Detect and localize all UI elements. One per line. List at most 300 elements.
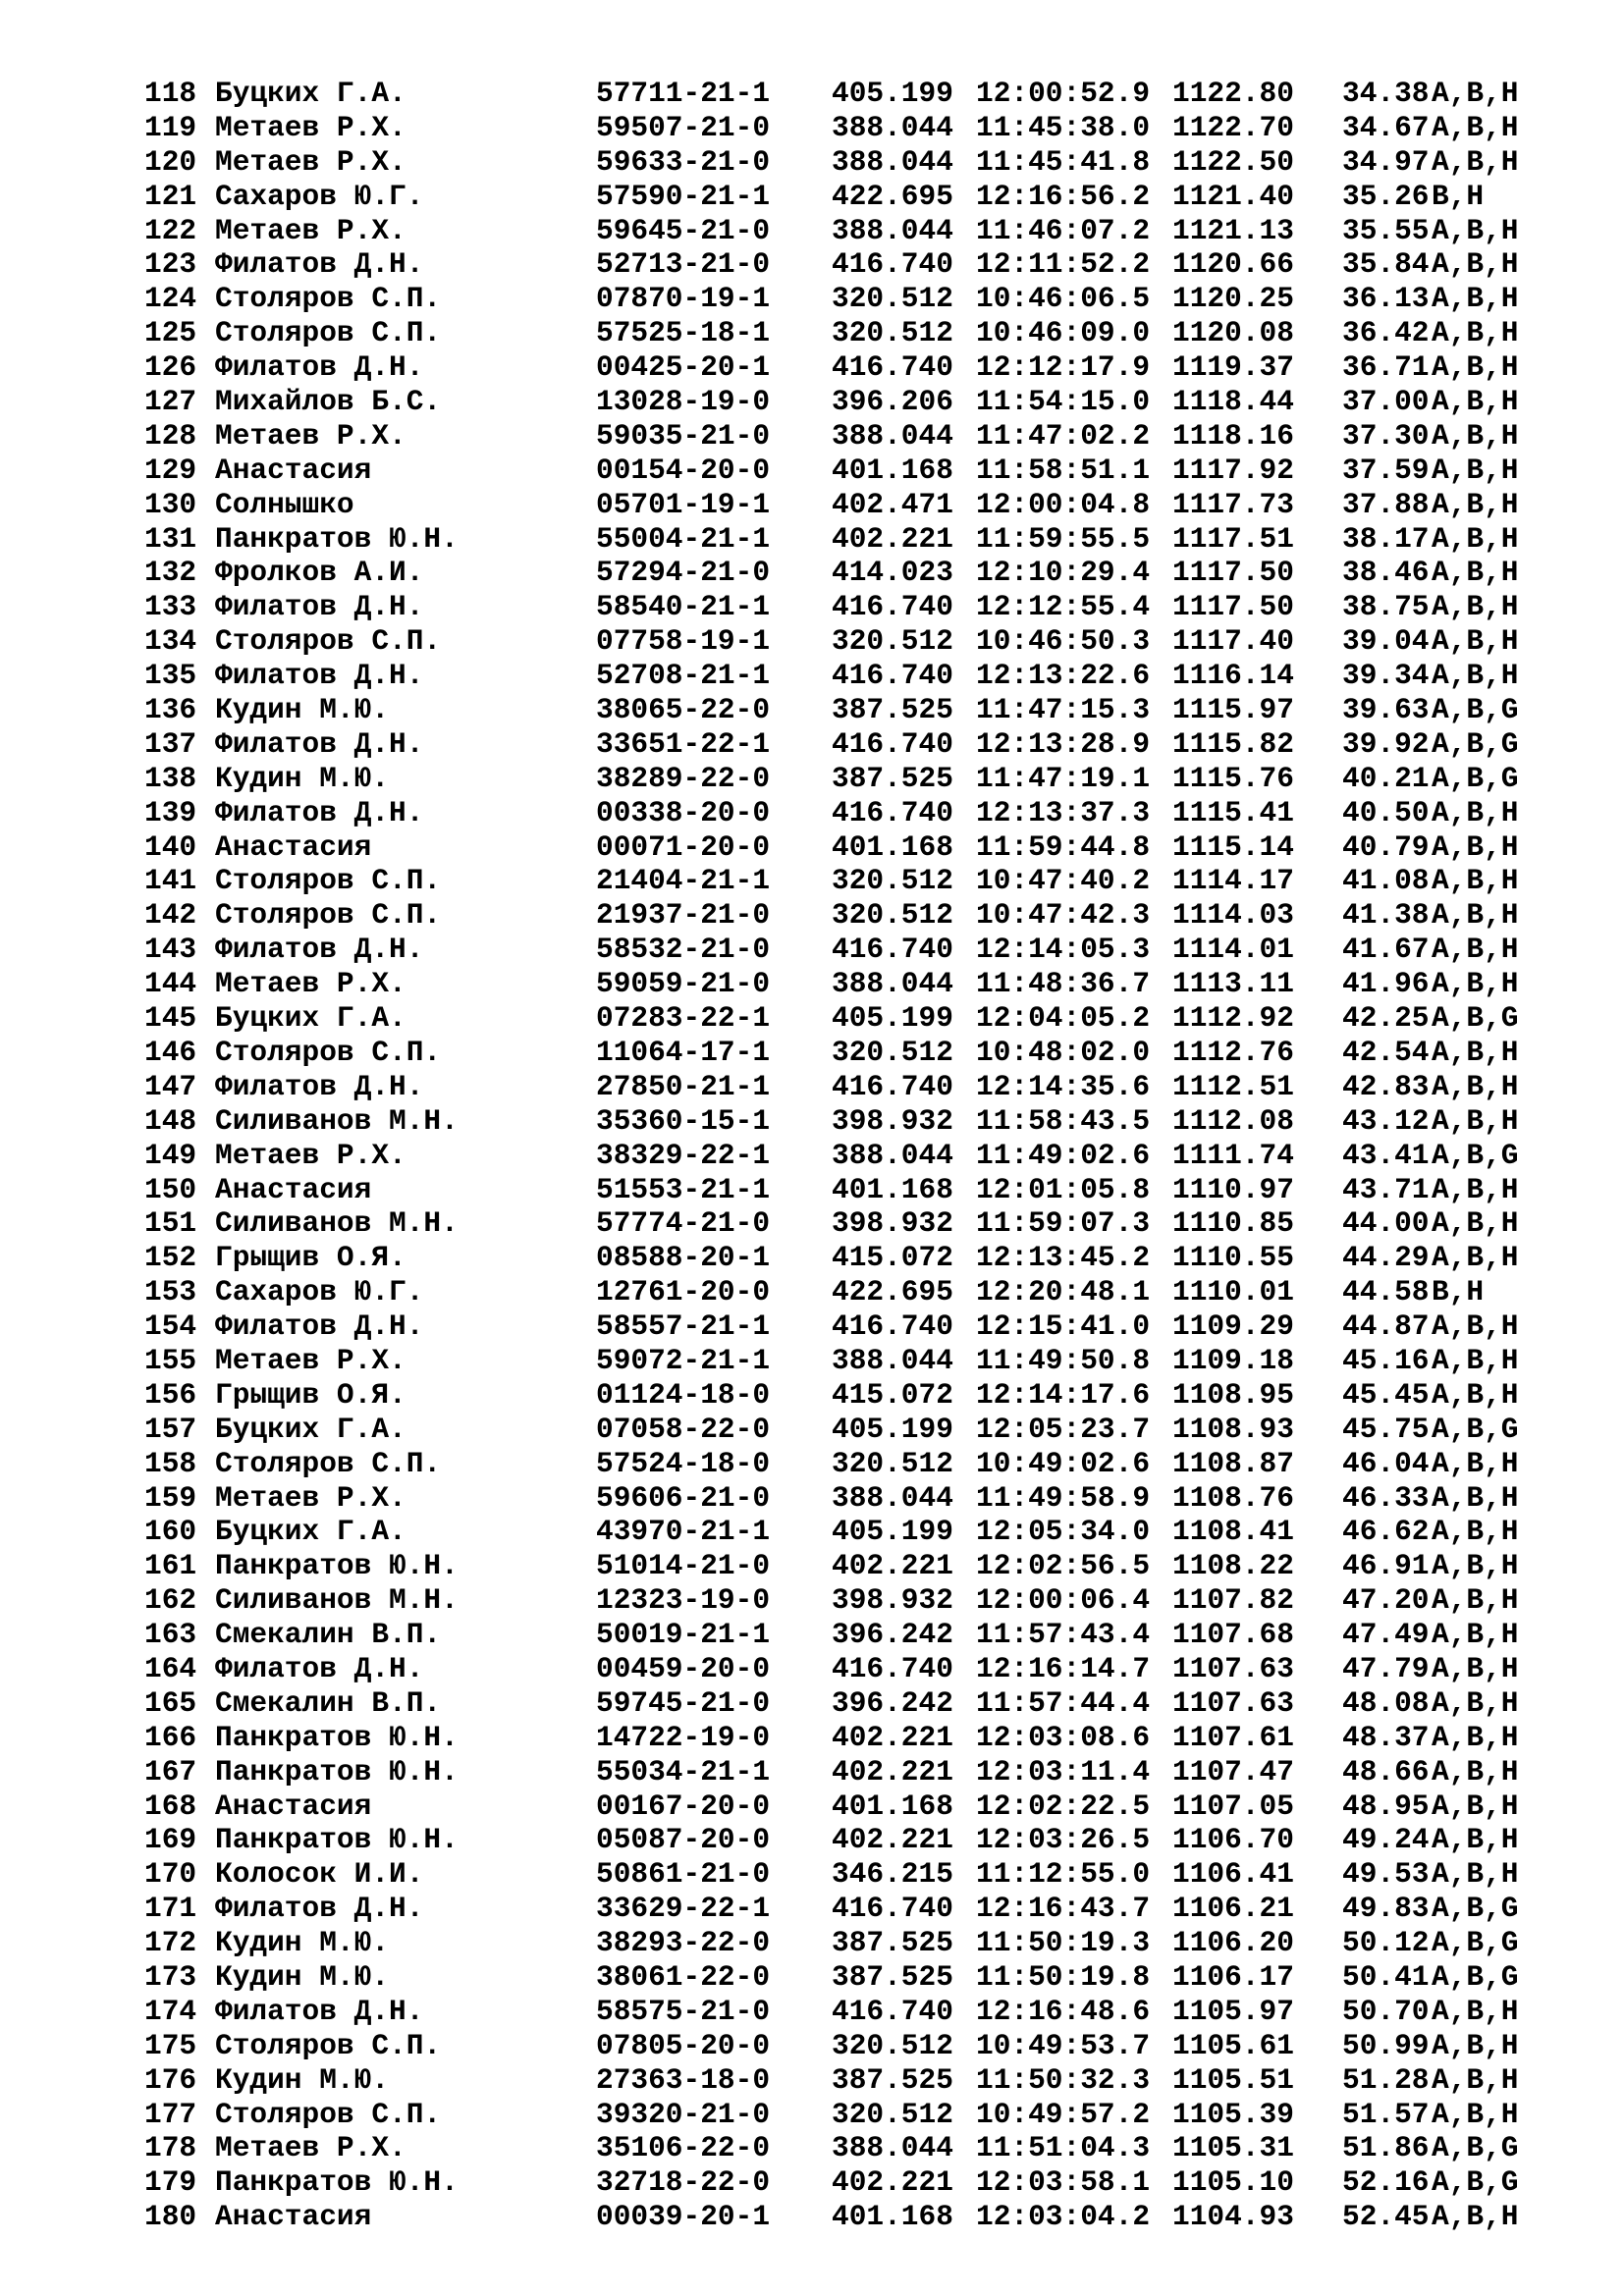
coefficient-cell: 46.91 [1342, 1549, 1430, 1583]
class-codes-cell: A,B,H [1432, 1994, 1519, 2028]
owner-name-cell: Филатов Д.Н. [215, 933, 424, 967]
speed-cell: 1107.68 [1172, 1618, 1294, 1652]
place-cell: 140 [144, 829, 197, 864]
arrival-time-cell: 10:46:50.3 [976, 624, 1151, 659]
speed-cell: 1117.40 [1172, 624, 1294, 659]
place-cell: 132 [144, 556, 197, 590]
ring-number-cell: 21937-21-0 [596, 898, 771, 933]
distance-cell: 416.740 [832, 1892, 953, 1926]
distance-cell: 422.695 [832, 179, 953, 213]
arrival-time-cell: 12:03:26.5 [976, 1823, 1151, 1857]
arrival-time-cell: 12:11:52.2 [976, 247, 1151, 282]
ring-number-cell: 01124-18-0 [596, 1377, 771, 1412]
owner-name-cell: Кудин М.Ю. [215, 693, 390, 727]
speed-cell: 1105.39 [1172, 2097, 1294, 2131]
coefficient-cell: 43.12 [1342, 1103, 1430, 1138]
ring-number-cell: 58532-21-0 [596, 933, 771, 967]
coefficient-cell: 46.62 [1342, 1515, 1430, 1549]
speed-cell: 1109.18 [1172, 1343, 1294, 1377]
speed-cell: 1115.14 [1172, 829, 1294, 864]
coefficient-cell: 50.41 [1342, 1959, 1430, 1994]
owner-name-cell: Панкратов Ю.Н. [215, 1754, 459, 1789]
arrival-time-cell: 11:49:58.9 [976, 1480, 1151, 1515]
class-codes-cell: A,B,G [1432, 761, 1519, 795]
owner-name-cell: Смекалин В.П. [215, 1685, 442, 1720]
owner-name-cell: Метаев Р.Х. [215, 967, 406, 1001]
arrival-time-cell: 12:00:04.8 [976, 487, 1151, 521]
speed-cell: 1108.93 [1172, 1412, 1294, 1446]
speed-cell: 1107.63 [1172, 1651, 1294, 1685]
class-codes-cell: A,B,H [1432, 1035, 1519, 1069]
ring-number-cell: 51014-21-0 [596, 1549, 771, 1583]
arrival-time-cell: 12:14:05.3 [976, 933, 1151, 967]
owner-name-cell: Кудин М.Ю. [215, 1959, 390, 1994]
distance-cell: 416.740 [832, 795, 953, 829]
speed-cell: 1110.85 [1172, 1206, 1294, 1241]
coefficient-cell: 45.45 [1342, 1377, 1430, 1412]
ring-number-cell: 57294-21-0 [596, 556, 771, 590]
ring-number-cell: 38065-22-0 [596, 693, 771, 727]
owner-name-cell: Анастасия [215, 1172, 372, 1206]
arrival-time-cell: 10:46:06.5 [976, 282, 1151, 316]
owner-name-cell: Сахаров Ю.Г. [215, 179, 424, 213]
owner-name-cell: Столяров С.П. [215, 2097, 442, 2131]
place-cell: 138 [144, 761, 197, 795]
speed-cell: 1114.17 [1172, 864, 1294, 898]
coefficient-cell: 51.86 [1342, 2131, 1430, 2165]
place-cell: 170 [144, 1857, 197, 1892]
ring-number-cell: 33629-22-1 [596, 1892, 771, 1926]
owner-name-cell: Филатов Д.Н. [215, 247, 424, 282]
class-codes-cell: A,B,H [1432, 144, 1519, 179]
place-cell: 142 [144, 898, 197, 933]
speed-cell: 1117.92 [1172, 453, 1294, 487]
place-cell: 168 [144, 1789, 197, 1823]
distance-cell: 387.525 [832, 693, 953, 727]
distance-cell: 388.044 [832, 144, 953, 179]
distance-cell: 320.512 [832, 864, 953, 898]
coefficient-cell: 46.04 [1342, 1446, 1430, 1480]
ring-number-cell: 52713-21-0 [596, 247, 771, 282]
ring-number-cell: 38061-22-0 [596, 1959, 771, 1994]
place-cell: 153 [144, 1275, 197, 1309]
class-codes-cell: A,B,G [1432, 1412, 1519, 1446]
speed-cell: 1114.01 [1172, 933, 1294, 967]
ring-number-cell: 00154-20-0 [596, 453, 771, 487]
distance-cell: 416.740 [832, 1309, 953, 1344]
owner-name-cell: Панкратов Ю.Н. [215, 1549, 459, 1583]
speed-cell: 1105.61 [1172, 2028, 1294, 2062]
distance-cell: 320.512 [832, 624, 953, 659]
speed-cell: 1122.80 [1172, 77, 1294, 110]
class-codes-cell: A,B,H [1432, 1549, 1519, 1583]
coefficient-cell: 42.83 [1342, 1069, 1430, 1103]
owner-name-cell: Силиванов М.Н. [215, 1206, 459, 1241]
class-codes-cell: A,B,H [1432, 1789, 1519, 1823]
place-cell: 135 [144, 659, 197, 693]
distance-cell: 416.740 [832, 1651, 953, 1685]
coefficient-cell: 36.13 [1342, 282, 1430, 316]
place-cell: 146 [144, 1035, 197, 1069]
speed-cell: 1105.31 [1172, 2131, 1294, 2165]
distance-cell: 320.512 [832, 2097, 953, 2131]
coefficient-cell: 44.29 [1342, 1241, 1430, 1275]
owner-name-cell: Метаев Р.Х. [215, 110, 406, 144]
speed-cell: 1108.41 [1172, 1515, 1294, 1549]
coefficient-cell: 44.00 [1342, 1206, 1430, 1241]
arrival-time-cell: 11:59:07.3 [976, 1206, 1151, 1241]
class-codes-cell: A,B,H [1432, 1583, 1519, 1618]
arrival-time-cell: 12:13:45.2 [976, 1241, 1151, 1275]
ring-number-cell: 38329-22-1 [596, 1138, 771, 1172]
ring-number-cell: 50861-21-0 [596, 1857, 771, 1892]
place-cell: 159 [144, 1480, 197, 1515]
place-cell: 148 [144, 1103, 197, 1138]
ring-number-cell: 58575-21-0 [596, 1994, 771, 2028]
ring-number-cell: 35360-15-1 [596, 1103, 771, 1138]
owner-name-cell: Кудин М.Ю. [215, 761, 390, 795]
distance-cell: 402.221 [832, 1720, 953, 1754]
class-codes-cell: A,B,H [1432, 385, 1519, 419]
speed-cell: 1122.50 [1172, 144, 1294, 179]
coefficient-cell: 47.20 [1342, 1583, 1430, 1618]
arrival-time-cell: 11:59:44.8 [976, 829, 1151, 864]
coefficient-cell: 37.00 [1342, 385, 1430, 419]
owner-name-cell: Столяров С.П. [215, 624, 442, 659]
arrival-time-cell: 10:46:09.0 [976, 316, 1151, 350]
place-cell: 143 [144, 933, 197, 967]
speed-cell: 1108.95 [1172, 1377, 1294, 1412]
ring-number-cell: 57774-21-0 [596, 1206, 771, 1241]
owner-name-cell: Филатов Д.Н. [215, 795, 424, 829]
class-codes-cell: A,B,H [1432, 1172, 1519, 1206]
distance-cell: 401.168 [832, 2200, 953, 2234]
speed-cell: 1108.76 [1172, 1480, 1294, 1515]
arrival-time-cell: 11:47:02.2 [976, 418, 1151, 453]
place-cell: 136 [144, 693, 197, 727]
place-cell: 158 [144, 1446, 197, 1480]
distance-cell: 388.044 [832, 2131, 953, 2165]
distance-cell: 405.199 [832, 1412, 953, 1446]
owner-name-cell: Грыщив О.Я. [215, 1241, 406, 1275]
class-codes-cell: A,B,H [1432, 521, 1519, 556]
speed-cell: 1118.44 [1172, 385, 1294, 419]
arrival-time-cell: 10:47:42.3 [976, 898, 1151, 933]
distance-cell: 346.215 [832, 1857, 953, 1892]
ring-number-cell: 00167-20-0 [596, 1789, 771, 1823]
class-codes-cell: A,B,H [1432, 2097, 1519, 2131]
coefficient-cell: 37.59 [1342, 453, 1430, 487]
coefficient-cell: 42.54 [1342, 1035, 1430, 1069]
distance-cell: 416.740 [832, 1994, 953, 2028]
owner-name-cell: Панкратов Ю.Н. [215, 1823, 459, 1857]
arrival-time-cell: 12:05:34.0 [976, 1515, 1151, 1549]
owner-name-cell: Метаев Р.Х. [215, 1480, 406, 1515]
class-codes-cell: A,B,H [1432, 110, 1519, 144]
place-cell: 119 [144, 110, 197, 144]
owner-name-cell: Столяров С.П. [215, 864, 442, 898]
distance-cell: 402.471 [832, 487, 953, 521]
speed-cell: 1120.08 [1172, 316, 1294, 350]
place-cell: 139 [144, 795, 197, 829]
ring-number-cell: 57590-21-1 [596, 179, 771, 213]
distance-cell: 398.932 [832, 1103, 953, 1138]
coefficient-cell: 39.92 [1342, 726, 1430, 761]
arrival-time-cell: 12:16:14.7 [976, 1651, 1151, 1685]
speed-cell: 1112.92 [1172, 1001, 1294, 1036]
class-codes-cell: A,B,H [1432, 1241, 1519, 1275]
distance-cell: 396.242 [832, 1618, 953, 1652]
arrival-time-cell: 11:47:19.1 [976, 761, 1151, 795]
owner-name-cell: Столяров С.П. [215, 1035, 442, 1069]
ring-number-cell: 13028-19-0 [596, 385, 771, 419]
speed-cell: 1121.40 [1172, 179, 1294, 213]
ring-number-cell: 00338-20-0 [596, 795, 771, 829]
ring-number-cell: 59072-21-1 [596, 1343, 771, 1377]
ring-number-cell: 59633-21-0 [596, 144, 771, 179]
coefficient-cell: 48.95 [1342, 1789, 1430, 1823]
owner-name-cell: Силиванов М.Н. [215, 1583, 459, 1618]
distance-cell: 402.221 [832, 2165, 953, 2200]
ring-number-cell: 59606-21-0 [596, 1480, 771, 1515]
place-cell: 157 [144, 1412, 197, 1446]
class-codes-cell: A,B,G [1432, 1001, 1519, 1036]
class-codes-cell: A,B,H [1432, 556, 1519, 590]
arrival-time-cell: 11:45:41.8 [976, 144, 1151, 179]
owner-name-cell: Анастасия [215, 453, 372, 487]
distance-cell: 320.512 [832, 282, 953, 316]
arrival-time-cell: 12:14:17.6 [976, 1377, 1151, 1412]
owner-name-cell: Колосок И.И. [215, 1857, 424, 1892]
arrival-time-cell: 10:49:57.2 [976, 2097, 1151, 2131]
speed-cell: 1106.17 [1172, 1959, 1294, 1994]
distance-cell: 401.168 [832, 829, 953, 864]
coefficient-cell: 40.79 [1342, 829, 1430, 864]
coefficient-cell: 41.38 [1342, 898, 1430, 933]
ring-number-cell: 55034-21-1 [596, 1754, 771, 1789]
owner-name-cell: Столяров С.П. [215, 282, 442, 316]
class-codes-cell: A,B,H [1432, 1103, 1519, 1138]
place-cell: 130 [144, 487, 197, 521]
coefficient-cell: 35.84 [1342, 247, 1430, 282]
coefficient-cell: 35.26 [1342, 179, 1430, 213]
class-codes-cell: A,B,H [1432, 77, 1519, 110]
distance-cell: 396.206 [832, 385, 953, 419]
class-codes-cell: A,B,H [1432, 487, 1519, 521]
coefficient-cell: 49.24 [1342, 1823, 1430, 1857]
speed-cell: 1108.22 [1172, 1549, 1294, 1583]
coefficient-cell: 43.41 [1342, 1138, 1430, 1172]
class-codes-cell: A,B,H [1432, 933, 1519, 967]
coefficient-cell: 34.97 [1342, 144, 1430, 179]
arrival-time-cell: 11:46:07.2 [976, 213, 1151, 247]
owner-name-cell: Михайлов Б.С. [215, 385, 442, 419]
class-codes-cell: A,B,G [1432, 1926, 1519, 1960]
coefficient-cell: 44.87 [1342, 1309, 1430, 1344]
speed-cell: 1115.82 [1172, 726, 1294, 761]
distance-cell: 387.525 [832, 1926, 953, 1960]
class-codes-cell: A,B,H [1432, 1515, 1519, 1549]
place-cell: 151 [144, 1206, 197, 1241]
class-codes-cell: A,B,H [1432, 1309, 1519, 1344]
ring-number-cell: 00459-20-0 [596, 1651, 771, 1685]
distance-cell: 388.044 [832, 1138, 953, 1172]
distance-cell: 416.740 [832, 590, 953, 624]
speed-cell: 1104.93 [1172, 2200, 1294, 2234]
owner-name-cell: Метаев Р.Х. [215, 144, 406, 179]
arrival-time-cell: 10:49:53.7 [976, 2028, 1151, 2062]
coefficient-cell: 34.38 [1342, 77, 1430, 110]
class-codes-cell: A,B,H [1432, 1480, 1519, 1515]
place-cell: 169 [144, 1823, 197, 1857]
speed-cell: 1112.51 [1172, 1069, 1294, 1103]
coefficient-cell: 41.67 [1342, 933, 1430, 967]
place-cell: 129 [144, 453, 197, 487]
distance-cell: 415.072 [832, 1377, 953, 1412]
arrival-time-cell: 12:20:48.1 [976, 1275, 1151, 1309]
owner-name-cell: Филатов Д.Н. [215, 350, 424, 385]
owner-name-cell: Сахаров Ю.Г. [215, 1275, 424, 1309]
place-cell: 176 [144, 2062, 197, 2097]
owner-name-cell: Метаев Р.Х. [215, 1138, 406, 1172]
class-codes-cell: A,B,H [1432, 282, 1519, 316]
distance-cell: 402.221 [832, 1754, 953, 1789]
arrival-time-cell: 12:03:11.4 [976, 1754, 1151, 1789]
coefficient-cell: 52.45 [1342, 2200, 1430, 2234]
class-codes-cell: A,B,G [1432, 693, 1519, 727]
place-cell: 171 [144, 1892, 197, 1926]
coefficient-cell: 42.25 [1342, 1001, 1430, 1036]
distance-cell: 405.199 [832, 1515, 953, 1549]
coefficient-cell: 39.63 [1342, 693, 1430, 727]
ring-number-cell: 43970-21-1 [596, 1515, 771, 1549]
coefficient-cell: 38.75 [1342, 590, 1430, 624]
place-cell: 125 [144, 316, 197, 350]
speed-cell: 1113.11 [1172, 967, 1294, 1001]
coefficient-cell: 35.55 [1342, 213, 1430, 247]
speed-cell: 1107.63 [1172, 1685, 1294, 1720]
owner-name-cell: Буцких Г.А. [215, 1412, 406, 1446]
speed-cell: 1117.73 [1172, 487, 1294, 521]
coefficient-cell: 48.66 [1342, 1754, 1430, 1789]
distance-cell: 402.221 [832, 521, 953, 556]
distance-cell: 405.199 [832, 1001, 953, 1036]
distance-cell: 320.512 [832, 2028, 953, 2062]
class-codes-cell: B,H [1432, 1275, 1485, 1309]
distance-cell: 320.512 [832, 1446, 953, 1480]
arrival-time-cell: 10:49:02.6 [976, 1446, 1151, 1480]
distance-cell: 388.044 [832, 110, 953, 144]
distance-cell: 388.044 [832, 1343, 953, 1377]
owner-name-cell: Фролков А.И. [215, 556, 424, 590]
place-cell: 150 [144, 1172, 197, 1206]
arrival-time-cell: 12:12:17.9 [976, 350, 1151, 385]
class-codes-cell: A,B,H [1432, 590, 1519, 624]
arrival-time-cell: 11:50:19.3 [976, 1926, 1151, 1960]
speed-cell: 1106.20 [1172, 1926, 1294, 1960]
arrival-time-cell: 12:02:22.5 [976, 1789, 1151, 1823]
class-codes-cell: A,B,H [1432, 1206, 1519, 1241]
distance-cell: 416.740 [832, 659, 953, 693]
arrival-time-cell: 11:51:04.3 [976, 2131, 1151, 2165]
distance-cell: 402.221 [832, 1823, 953, 1857]
owner-name-cell: Анастасия [215, 1789, 372, 1823]
owner-name-cell: Анастасия [215, 829, 372, 864]
class-codes-cell: A,B,H [1432, 453, 1519, 487]
class-codes-cell: A,B,H [1432, 316, 1519, 350]
ring-number-cell: 38293-22-0 [596, 1926, 771, 1960]
place-cell: 141 [144, 864, 197, 898]
ring-number-cell: 59745-21-0 [596, 1685, 771, 1720]
speed-cell: 1117.51 [1172, 521, 1294, 556]
arrival-time-cell: 11:58:43.5 [976, 1103, 1151, 1138]
arrival-time-cell: 12:03:08.6 [976, 1720, 1151, 1754]
arrival-time-cell: 10:47:40.2 [976, 864, 1151, 898]
class-codes-cell: A,B,G [1432, 2131, 1519, 2165]
class-codes-cell: A,B,H [1432, 1446, 1519, 1480]
arrival-time-cell: 12:15:41.0 [976, 1309, 1151, 1344]
ring-number-cell: 35106-22-0 [596, 2131, 771, 2165]
distance-cell: 414.023 [832, 556, 953, 590]
speed-cell: 1105.97 [1172, 1994, 1294, 2028]
speed-cell: 1116.14 [1172, 659, 1294, 693]
class-codes-cell: A,B,G [1432, 1892, 1519, 1926]
owner-name-cell: Метаев Р.Х. [215, 1343, 406, 1377]
owner-name-cell: Метаев Р.Х. [215, 2131, 406, 2165]
arrival-time-cell: 11:45:38.0 [976, 110, 1151, 144]
ring-number-cell: 00071-20-0 [596, 829, 771, 864]
owner-name-cell: Филатов Д.Н. [215, 659, 424, 693]
distance-cell: 422.695 [832, 1275, 953, 1309]
coefficient-cell: 39.34 [1342, 659, 1430, 693]
place-cell: 122 [144, 213, 197, 247]
class-codes-cell: A,B,H [1432, 967, 1519, 1001]
owner-name-cell: Филатов Д.Н. [215, 726, 424, 761]
ring-number-cell: 33651-22-1 [596, 726, 771, 761]
arrival-time-cell: 12:16:56.2 [976, 179, 1151, 213]
owner-name-cell: Буцких Г.А. [215, 1001, 406, 1036]
class-codes-cell: A,B,G [1432, 2165, 1519, 2200]
owner-name-cell: Филатов Д.Н. [215, 1651, 424, 1685]
coefficient-cell: 47.49 [1342, 1618, 1430, 1652]
place-cell: 121 [144, 179, 197, 213]
class-codes-cell: A,B,H [1432, 350, 1519, 385]
coefficient-cell: 43.71 [1342, 1172, 1430, 1206]
place-cell: 154 [144, 1309, 197, 1344]
speed-cell: 1115.97 [1172, 693, 1294, 727]
owner-name-cell: Панкратов Ю.Н. [215, 2165, 459, 2200]
ring-number-cell: 51553-21-1 [596, 1172, 771, 1206]
place-cell: 172 [144, 1926, 197, 1960]
arrival-time-cell: 12:10:29.4 [976, 556, 1151, 590]
coefficient-cell: 36.71 [1342, 350, 1430, 385]
place-cell: 173 [144, 1959, 197, 1994]
ring-number-cell: 38289-22-0 [596, 761, 771, 795]
owner-name-cell: Кудин М.Ю. [215, 2062, 390, 2097]
arrival-time-cell: 12:05:23.7 [976, 1412, 1151, 1446]
class-codes-cell: A,B,H [1432, 1377, 1519, 1412]
arrival-time-cell: 11:50:32.3 [976, 2062, 1151, 2097]
owner-name-cell: Смекалин В.П. [215, 1618, 442, 1652]
speed-cell: 1108.87 [1172, 1446, 1294, 1480]
ring-number-cell: 55004-21-1 [596, 521, 771, 556]
speed-cell: 1115.41 [1172, 795, 1294, 829]
coefficient-cell: 40.50 [1342, 795, 1430, 829]
class-codes-cell: A,B,H [1432, 418, 1519, 453]
ring-number-cell: 00425-20-1 [596, 350, 771, 385]
coefficient-cell: 49.53 [1342, 1857, 1430, 1892]
arrival-time-cell: 11:48:36.7 [976, 967, 1151, 1001]
